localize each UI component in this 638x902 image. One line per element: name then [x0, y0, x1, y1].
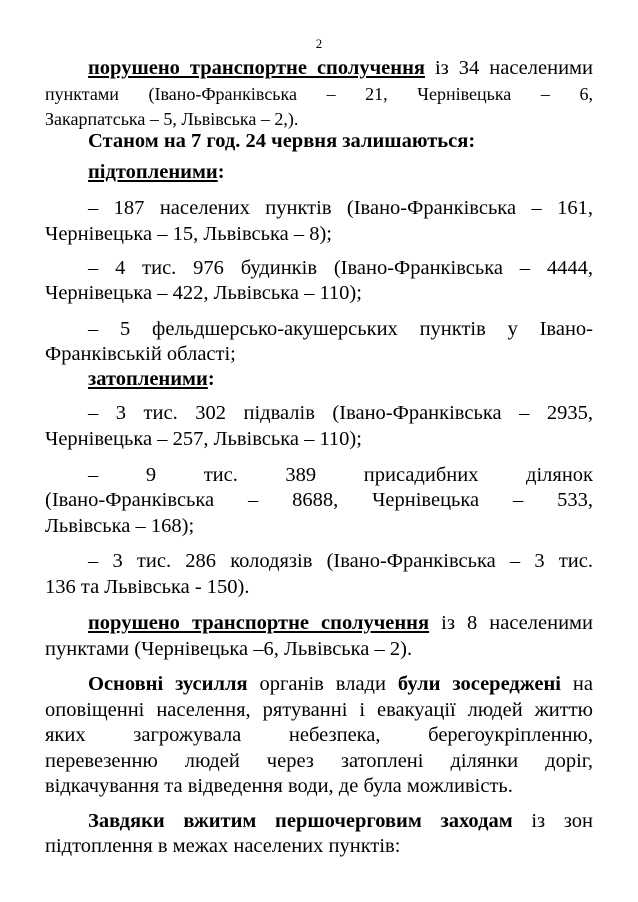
submerged-wells-line-1: – 3 тис. 286 колодязів (Івано-Франківська – 3 тис.: [88, 550, 593, 572]
efforts-paragraph-line-1: [45, 671, 593, 697]
submerged-wells-line-2: 136 та Львівська - 150).: [45, 576, 250, 598]
page-number: 2: [315, 36, 323, 51]
colon: :: [217, 161, 225, 183]
flooded-settlements-line-1: – 187 населених пунктів (Івано-Франківська – 161,: [88, 197, 593, 219]
colon: :: [207, 368, 215, 390]
flooded-settlements-line-2: Чернівецька – 15, Львівська – 8);: [45, 223, 332, 245]
bold-text: були зосереджені: [397, 673, 561, 695]
submerged-basements-line-1: – 3 тис. 302 підвалів (Івано-Франківська – 2935,: [88, 402, 593, 424]
transport-disruption-heading: порушено транспортне сполучення: [88, 57, 425, 79]
efforts-paragraph-line-5: відкачування та відведення води, де була можливість.: [45, 775, 513, 797]
efforts-paragraph-line-4: перевезенню людей через затоплені ділянки доріг,: [45, 750, 593, 772]
transport-paragraph-2-line-1: [45, 610, 593, 636]
text: із 34 населеними: [424, 57, 593, 79]
text: із зон: [512, 810, 593, 832]
transport-disruption-heading-2: порушено транспортне сполучення: [88, 612, 430, 634]
transport-paragraph-line-1: [45, 55, 593, 81]
submerged-basements-line-2: Чернівецька – 257, Львівська – 110);: [45, 428, 362, 450]
measures-paragraph-line-1: [45, 808, 593, 834]
transport-paragraph-line-2: пунктами (Івано-Франківська – 21, Чернівецька – 6,: [45, 84, 593, 104]
efforts-paragraph-line-3: яких загрожувала небезпека, берегоукріпленню,: [45, 724, 593, 746]
submerged-plots-line-1: – 9 тис. 389 присадибних ділянок: [88, 464, 593, 486]
transport-paragraph-2-line-2: пунктами (Чернівецька –6, Львівська – 2).: [45, 638, 413, 660]
status-heading: Станом на 7 год. 24 червня залишаються:: [88, 130, 476, 152]
flooded-heading: підтопленими: [88, 161, 218, 183]
transport-paragraph-line-3: Закарпатська – 5, Львівська – 2,).: [45, 109, 299, 129]
measures-paragraph-line-2: підтоплення в межах населених пунктів:: [45, 835, 401, 857]
flooded-medical-line-1: – 5 фельдшерсько-акушерських пунктів у Івано-: [88, 318, 593, 340]
submerged-heading-line: [45, 366, 593, 392]
flooded-heading-line: [45, 159, 593, 185]
flooded-houses-line-2: Чернівецька – 422, Львівська – 110);: [45, 282, 362, 304]
flooded-medical-line-2: Франківській області;: [45, 343, 236, 365]
bold-text: Завдяки вжитим першочерговим заходам: [88, 810, 513, 832]
text: органів влади: [247, 673, 398, 695]
bold-text: Основні зусилля: [88, 673, 248, 695]
submerged-plots-line-2: (Івано-Франківська – 8688, Чернівецька – 533,: [45, 489, 593, 511]
flooded-houses-line-1: – 4 тис. 976 будинків (Івано-Франківська – 4444,: [88, 257, 593, 279]
submerged-plots-line-3: Львівська – 168);: [45, 515, 195, 537]
text: із 8 населеними: [429, 612, 593, 634]
text: на: [560, 673, 593, 695]
submerged-heading: затопленими: [88, 368, 208, 390]
efforts-paragraph-line-2: оповіщенні населення, рятуванні і евакуації людей життю: [45, 699, 593, 721]
